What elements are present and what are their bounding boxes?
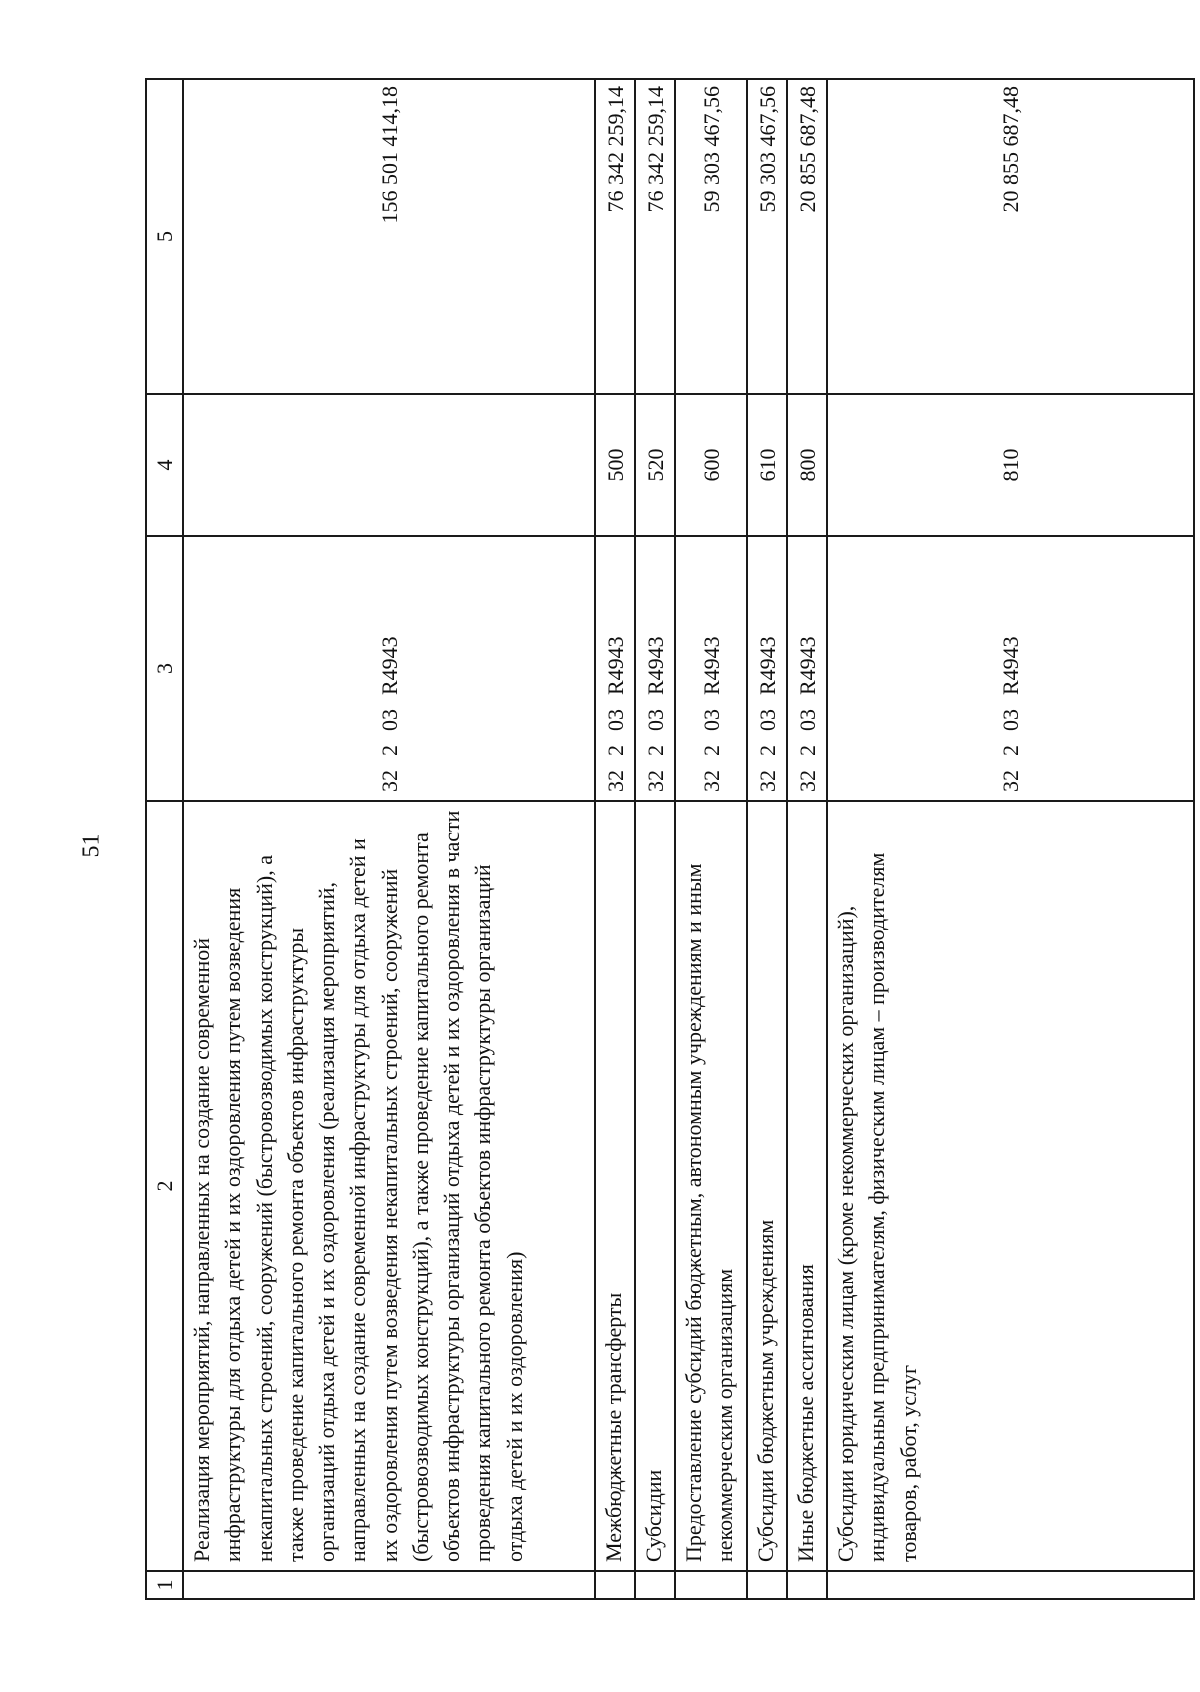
row-name: Предоставление субсидий бюджетным, автономным учреждениям и иным некоммерческим организациям: [675, 801, 747, 1571]
page-number: 51: [78, 833, 105, 858]
table-row: [183, 79, 595, 1599]
row-sum: 59 303 467,56: [675, 79, 747, 394]
row-code: [787, 536, 827, 801]
row-sum: 156 501 414,18: [183, 79, 595, 394]
budget-table: [145, 78, 1195, 1600]
row-expense-type: 810: [827, 394, 1194, 536]
row-expense-type: [183, 394, 595, 536]
code-subprogram: 2: [642, 745, 668, 756]
row-expense-type: 500: [595, 394, 635, 536]
row-name: Межбюджетные трансферты: [595, 801, 635, 1571]
code-subprogram: 2: [602, 745, 628, 756]
row-number-cell: [675, 1571, 747, 1599]
row-name: Субсидии: [635, 801, 675, 1571]
code-program: 32: [998, 770, 1023, 792]
row-sum: 20 855 687,48: [827, 79, 1194, 394]
code-direction: R4943: [698, 636, 724, 695]
row-number-cell: [747, 1571, 787, 1599]
table-header-row: [146, 79, 183, 1599]
header-col-1: 1: [146, 1571, 183, 1599]
row-code: [827, 536, 1194, 801]
row-sum: 76 342 259,14: [595, 79, 635, 394]
code-subprogram: 2: [754, 745, 780, 756]
code-direction: R4943: [754, 636, 780, 695]
row-number-cell: [183, 1571, 595, 1599]
rotated-table-container: [145, 80, 1195, 1600]
row-code: [595, 536, 635, 801]
code-event: 03: [642, 709, 668, 731]
row-code: [635, 536, 675, 801]
row-code: [747, 536, 787, 801]
table-row: [675, 79, 747, 1599]
row-name: Реализация мероприятий, направленных на создание современной инфраструктуры для отдыха детей и их оздоровления путем возведения некапитальных строений, сооружений (быстровозводимых конструкций), а также проведение капитального ремонта объектов инфраструктуры организаций отдыха детей и их оздоровления (реализация мероприятий, направленных на создание современной инфраструктуры для отдыха детей и их оздоровления путем возведения некапитальных строений, сооружений (быстровозводимых конструкций), а также проведение капитального ремонта объектов инфраструктуры организаций отдыха детей и их оздоровления в части проведения капитального ремонта объектов инфраструктуры организаций отдыха детей и их оздоровления): [183, 801, 595, 1571]
code-program: 32: [602, 770, 628, 792]
code-direction: R4943: [998, 636, 1023, 695]
row-sum: 20 855 687,48: [787, 79, 827, 394]
row-sum: 59 303 467,56: [747, 79, 787, 394]
table-row: [787, 79, 827, 1599]
code-subprogram: 2: [794, 745, 820, 756]
row-name: Субсидии юридическим лицам (кроме некоммерческих организаций), индивидуальным предпринимателям, физическим лицам – производителям товаров, работ, услуг: [827, 801, 1194, 1571]
code-program: 32: [698, 770, 724, 792]
row-number-cell: [827, 1571, 1194, 1599]
code-event: 03: [602, 709, 628, 731]
table-row: [827, 79, 1194, 1599]
code-direction: R4943: [642, 636, 668, 695]
code-program: 32: [794, 770, 820, 792]
row-expense-type: 800: [787, 394, 827, 536]
row-code: [675, 536, 747, 801]
code-program: 32: [754, 770, 780, 792]
header-col-4: 4: [146, 394, 183, 536]
code-subprogram: 2: [698, 745, 724, 756]
row-expense-type: 610: [747, 394, 787, 536]
code-event: 03: [794, 709, 820, 731]
header-col-3: 3: [146, 536, 183, 801]
code-direction: R4943: [376, 636, 402, 695]
code-event: 03: [698, 709, 724, 731]
row-number-cell: [787, 1571, 827, 1599]
code-subprogram: 2: [376, 745, 402, 756]
table-row: [635, 79, 675, 1599]
row-name: Иные бюджетные ассигнования: [787, 801, 827, 1571]
code-direction: R4943: [602, 636, 628, 695]
header-col-5: 5: [146, 79, 183, 394]
row-expense-type: 520: [635, 394, 675, 536]
code-direction: R4943: [794, 636, 820, 695]
code-event: 03: [376, 709, 402, 731]
table-row: [595, 79, 635, 1599]
row-sum: 76 342 259,14: [635, 79, 675, 394]
row-code: [183, 536, 595, 801]
row-expense-type: 600: [675, 394, 747, 536]
code-program: 32: [376, 770, 402, 792]
code-event: 03: [998, 709, 1023, 731]
row-number-cell: [635, 1571, 675, 1599]
code-program: 32: [642, 770, 668, 792]
row-number-cell: [595, 1571, 635, 1599]
code-event: 03: [754, 709, 780, 731]
table-row: [747, 79, 787, 1599]
header-col-2: 2: [146, 801, 183, 1571]
code-subprogram: 2: [998, 745, 1023, 756]
row-name: Субсидии бюджетным учреждениям: [747, 801, 787, 1571]
